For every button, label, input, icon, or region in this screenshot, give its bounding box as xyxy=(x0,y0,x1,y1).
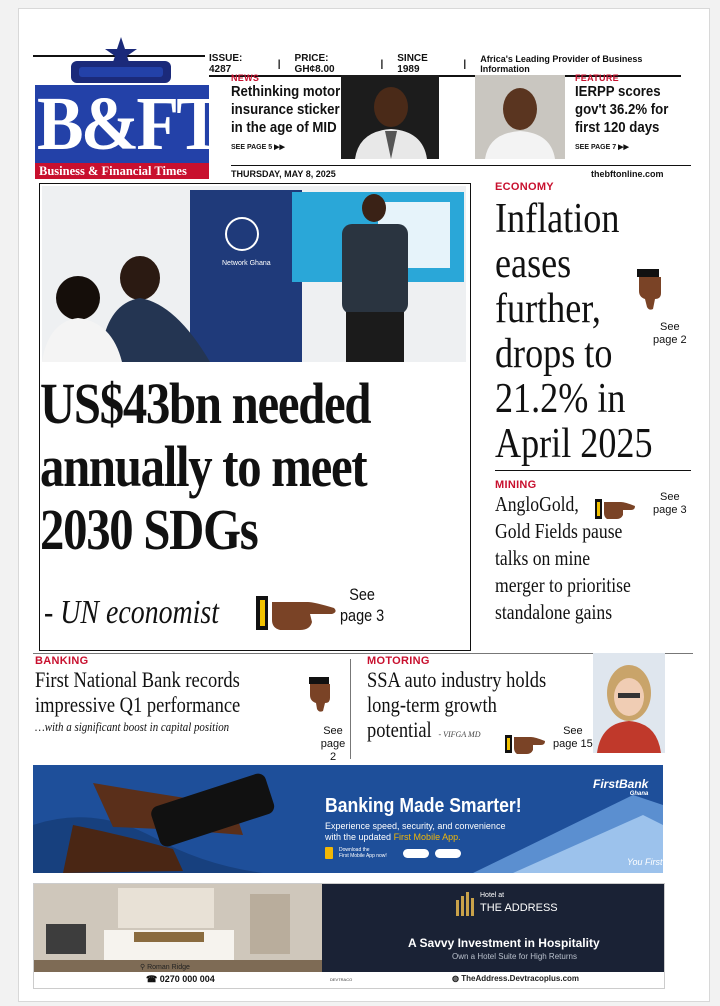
news-kicker: NEWS xyxy=(231,73,260,83)
motoring-photo xyxy=(593,653,665,753)
phone-icon: ☎ xyxy=(146,974,158,984)
motoring-see xyxy=(553,725,593,751)
mining-line-5: standalone gains xyxy=(495,600,613,624)
logo-subtitle: Business & Financial Times xyxy=(39,164,187,178)
firstbank-brand xyxy=(593,777,648,797)
double-arrow-icon: ▶▶ xyxy=(274,144,285,151)
news-photo xyxy=(341,75,439,159)
hotel-location-text: Roman Ridge xyxy=(147,964,190,971)
banking-kicker: BANKING xyxy=(35,655,89,667)
motoring-see-word: See xyxy=(563,725,583,737)
economy-see xyxy=(653,321,687,347)
banking-see xyxy=(319,725,347,764)
newspaper-front-page xyxy=(18,8,710,1002)
banking-sub: …with a significant boost in capital position xyxy=(35,719,230,734)
devtraco-logo: DEVTRACO xyxy=(330,977,353,982)
news-see-page: SEE PAGE 5 xyxy=(231,144,273,151)
since-year: SINCE 1989 xyxy=(397,53,428,75)
news-line-3: in the age of MID xyxy=(231,119,337,136)
mining-line-3: talks on mine xyxy=(495,546,591,570)
firstbank-body-2: with the updated xyxy=(325,832,394,842)
firstbank-brand-name: FirstBank xyxy=(593,777,649,791)
hotel-sub: Own a Hotel Suite for High Returns xyxy=(452,952,577,961)
hotel-web xyxy=(452,974,579,983)
mining-story[interactable] xyxy=(495,479,691,639)
hotel-ad[interactable] xyxy=(33,883,665,989)
pointing-hand-icon xyxy=(595,497,635,526)
bft-logo xyxy=(33,37,221,185)
economy-line-2: eases xyxy=(495,241,572,287)
hotel-location xyxy=(140,963,190,971)
motoring-line-2: long-term growth xyxy=(367,692,497,717)
tagline: Africa's Leading Provider of Business Information xyxy=(480,54,643,74)
logo-text: B&FT xyxy=(37,82,221,166)
pointing-hand-icon xyxy=(505,733,545,760)
firstbank-slogan: You First xyxy=(627,857,663,867)
banking-line-1: First National Bank records xyxy=(35,667,240,692)
motoring-story[interactable] xyxy=(367,655,597,765)
firstbank-body-1: Experience speed, security, and convenience xyxy=(325,821,506,831)
banking-see-word: See xyxy=(323,725,343,737)
feature-line-2: gov't 36.2% for xyxy=(575,101,669,118)
lead-headline-line-3: 2030 SDGs xyxy=(40,497,258,562)
phone-icon xyxy=(325,847,333,859)
feature-see-page: SEE PAGE 7 xyxy=(575,144,617,151)
banking-see-page: page 2 xyxy=(320,738,346,763)
lead-see xyxy=(340,584,384,626)
hotel-small: Hotel at xyxy=(480,892,505,899)
pointing-hand-icon xyxy=(254,592,338,639)
economy-kicker: ECONOMY xyxy=(495,181,554,193)
issue-number: ISSUE: 4287 xyxy=(209,53,243,75)
website: thebftonline.com xyxy=(591,169,664,179)
pointing-hand-icon xyxy=(307,677,333,718)
news-line-2: insurance sticker xyxy=(231,101,340,118)
economy-line-3: further, xyxy=(495,286,601,332)
lead-see-page: page 3 xyxy=(340,606,385,625)
hotel-phone xyxy=(146,974,215,985)
firstbank-headline: Banking Made Smarter! xyxy=(325,795,522,817)
hotel-name: THE ADDRESS xyxy=(480,902,558,914)
firstbank-brand-sub: Ghana xyxy=(629,791,649,797)
globe-icon: ◍ xyxy=(452,974,459,983)
location-pin-icon: ⚲ xyxy=(140,964,146,971)
issue-date: THURSDAY, MAY 8, 2025 xyxy=(231,169,336,179)
hotel-logo-icon xyxy=(456,892,476,921)
lead-photo-sign: Network Ghana xyxy=(222,260,271,267)
feature-teaser[interactable] xyxy=(575,73,705,169)
mining-see xyxy=(653,491,687,517)
firstbank-download-1: Download the xyxy=(339,847,370,853)
economy-line-4: drops to xyxy=(495,331,613,377)
news-line-1: Rethinking motor xyxy=(231,83,341,100)
masthead-info-bar: ISSUE: 4287 | PRICE: GH¢8.00 | SINCE 1989 | Africa's Leading Provider of Business Information xyxy=(209,53,681,77)
hotel-phone-number: 0270 000 004 xyxy=(159,974,215,984)
economy-line-1: Inflation xyxy=(495,196,620,242)
hotel-headline: A Savvy Investment in Hospitality xyxy=(408,936,600,950)
mining-see-word: See xyxy=(660,491,680,503)
price: PRICE: GH¢8.00 xyxy=(294,53,335,75)
motoring-kicker: MOTORING xyxy=(367,655,430,667)
lead-see-word: See xyxy=(349,585,375,604)
lead-headline-line-1: US$43bn needed xyxy=(40,371,371,436)
mining-line-2: Gold Fields pause xyxy=(495,519,623,543)
motoring-line-3: potential xyxy=(367,717,432,742)
mining-line-1: AngloGold, xyxy=(495,492,579,516)
firstbank-ad[interactable] xyxy=(33,765,663,873)
economy-see-word: See xyxy=(660,321,680,333)
google-play-badge[interactable] xyxy=(435,849,461,858)
hotel-room-photo xyxy=(34,884,322,972)
mining-see-page: page 3 xyxy=(653,504,687,516)
app-store-badge[interactable] xyxy=(403,849,429,858)
feature-line-3: first 120 days xyxy=(575,119,660,136)
economy-line-6: April 2025 xyxy=(495,421,653,467)
lead-headline-line-2: annually to meet xyxy=(40,434,367,499)
pointing-hand-icon xyxy=(635,269,665,316)
motoring-attribution: - VIFGA MD xyxy=(438,730,481,739)
lead-story[interactable] xyxy=(39,183,471,651)
mining-kicker: MINING xyxy=(495,479,537,491)
banking-story[interactable] xyxy=(35,655,347,765)
economy-see-page: page 2 xyxy=(653,334,687,346)
motoring-line-1: SSA auto industry holds xyxy=(367,667,547,692)
motoring-see-page: page 15 xyxy=(553,738,593,750)
economy-line-5: 21.2% in xyxy=(495,376,626,422)
banking-line-2: impressive Q1 performance xyxy=(35,692,241,717)
feature-line-1: IERPP scores xyxy=(575,83,661,100)
lead-byline: - UN economist xyxy=(44,594,220,631)
hotel-web-address: TheAddress.Devtracoplus.com xyxy=(461,974,580,983)
feature-kicker: FEATURE xyxy=(575,73,619,83)
feature-photo xyxy=(475,75,565,159)
double-arrow-icon: ▶▶ xyxy=(618,144,629,151)
lead-photo xyxy=(42,186,466,362)
firstbank-body-highlight: First Mobile App. xyxy=(393,832,461,842)
firstbank-download-2: First Mobile App now! xyxy=(339,853,387,859)
economy-story[interactable] xyxy=(495,181,691,467)
mining-line-4: merger to prioritise xyxy=(495,573,631,597)
